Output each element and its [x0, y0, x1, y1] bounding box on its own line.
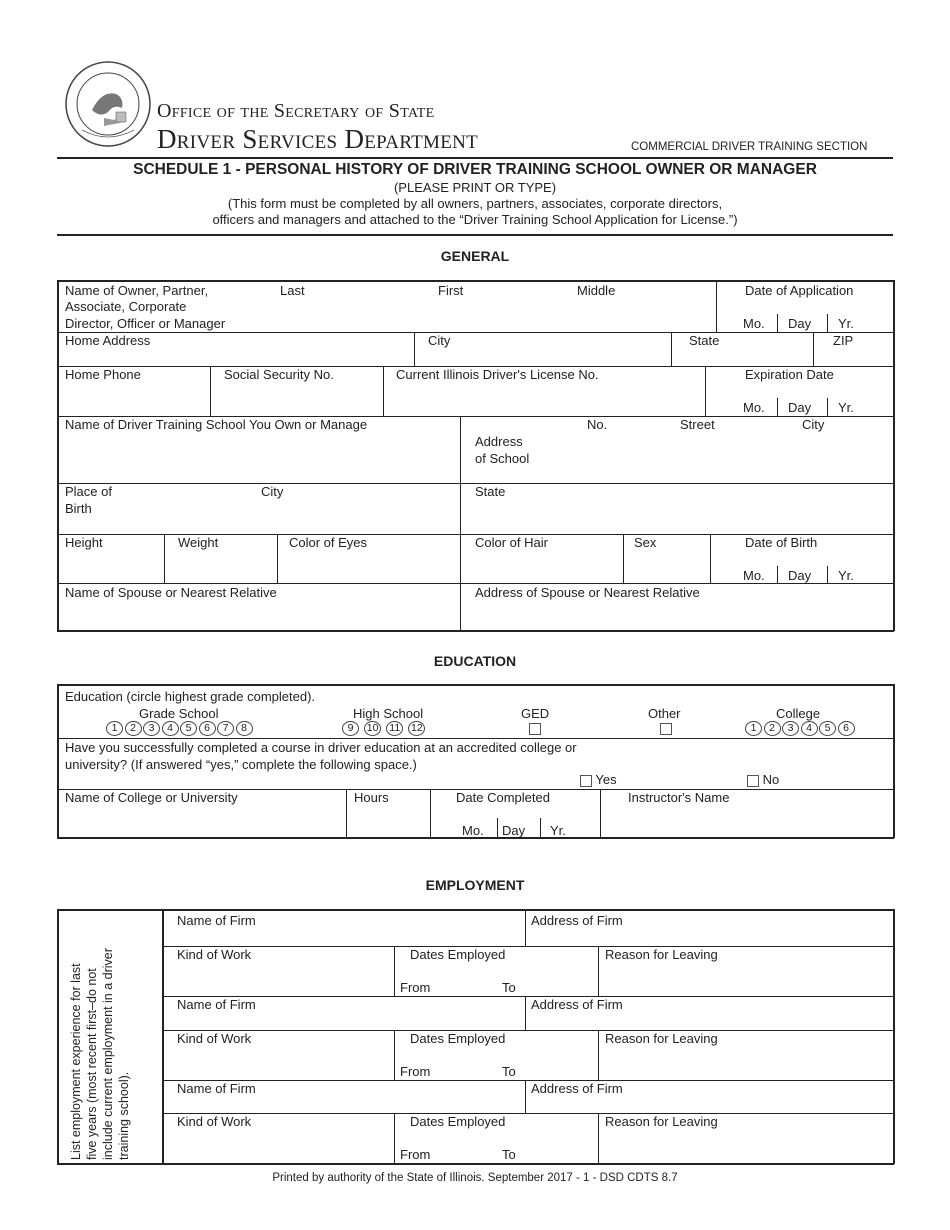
header-rule	[57, 157, 893, 159]
to-label: To	[502, 1064, 516, 1079]
license-number-label: Current Illinois Driver's License No.	[396, 367, 599, 382]
college-5-option[interactable]: 5	[819, 721, 836, 736]
school-city-label: City	[802, 417, 825, 432]
grade-school-label: Grade School	[139, 706, 219, 721]
driver-ed-question: Have you successfully completed a course in driver education at an accredited college or	[65, 740, 577, 755]
employment-heading: EMPLOYMENT	[425, 877, 525, 893]
date-completed-label: Date Completed	[456, 790, 550, 805]
home-city-label: City	[428, 333, 451, 348]
place-of-birth-label-2: Birth	[65, 501, 92, 516]
college-3-option[interactable]: 3	[782, 721, 799, 736]
to-label: To	[502, 1147, 516, 1162]
employment-side-note	[68, 910, 132, 1160]
department-title: Driver Services Department	[157, 124, 479, 154]
home-phone-label: Home Phone	[65, 367, 141, 382]
first-name-label: First	[438, 283, 464, 298]
side-note-line-1: List employment experience for last	[69, 963, 83, 1160]
college-label: College	[776, 706, 821, 721]
ged-label: GED	[521, 706, 550, 721]
firm-address-label: Address of Firm	[531, 1081, 623, 1096]
from-label: From	[400, 980, 431, 995]
from-label: From	[400, 1147, 431, 1162]
kind-of-work-label: Kind of Work	[177, 1031, 252, 1046]
middle-name-label: Middle	[577, 283, 616, 298]
dates-employed-label: Dates Employed	[410, 1031, 506, 1046]
grade-9-option[interactable]: 9	[342, 721, 359, 736]
ged-checkbox[interactable]	[529, 720, 541, 735]
school-name-label: Name of Driver Training School You Own or Manage	[65, 417, 368, 432]
owner-name-label-2: Associate, Corporate	[65, 299, 187, 314]
driver-ed-question-2: university? (If answered “yes,” complete the following space.)	[65, 757, 417, 772]
application-month-label: Mo.	[743, 316, 765, 331]
grade-10-option[interactable]: 10	[364, 721, 381, 736]
dates-employed-label: Dates Employed	[410, 1114, 506, 1129]
completed-day-label: Day	[502, 823, 526, 838]
firm-name-label: Name of Firm	[177, 997, 256, 1012]
weight-label: Weight	[178, 535, 219, 550]
home-zip-label: ZIP	[833, 333, 854, 348]
reason-for-leaving-label: Reason for Leaving	[605, 947, 718, 962]
instructor-name-label: Instructor's Name	[628, 790, 730, 805]
school-address-label: Address	[475, 434, 523, 449]
grade-5-option[interactable]: 5	[180, 721, 197, 736]
grade-2-option[interactable]: 2	[125, 721, 142, 736]
side-note-line-2: five years (most recent first–do not	[85, 968, 99, 1160]
form-title: SCHEDULE 1 - PERSONAL HISTORY OF DRIVER TRAINING SCHOOL OWNER OR MANAGER	[133, 161, 817, 178]
form-note-line-1: (This form must be completed by all owners, partners, associates, corporate directors,	[227, 196, 723, 211]
sex-label: Sex	[634, 535, 657, 550]
hours-label: Hours	[354, 790, 389, 805]
form-note-line-2: officers and managers and attached to the “Driver Training School Application for License.”)	[212, 212, 738, 227]
to-label: To	[502, 980, 516, 995]
yes-checkbox[interactable]	[580, 775, 592, 787]
state-seal-logo	[64, 60, 152, 148]
general-heading: GENERAL	[440, 248, 510, 264]
college-name-label: Name of College or University	[65, 790, 238, 805]
date-of-birth-label: Date of Birth	[745, 535, 818, 550]
grade-school-options[interactable]	[106, 720, 254, 736]
college-4-option[interactable]: 4	[801, 721, 818, 736]
birth-year-label: Yr.	[838, 568, 854, 583]
dates-employed-label: Dates Employed	[410, 947, 506, 962]
grade-3-option[interactable]: 3	[143, 721, 160, 736]
no-option[interactable]	[747, 772, 779, 787]
grade-8-option[interactable]: 8	[236, 721, 253, 736]
spouse-address-label: Address of Spouse or Nearest Relative	[475, 585, 700, 600]
firm-name-label: Name of Firm	[177, 1081, 256, 1096]
office-title: Office of the Secretary of State	[157, 100, 435, 122]
grade-1-option[interactable]: 1	[106, 721, 123, 736]
grade-11-option[interactable]: 11	[386, 721, 403, 736]
grade-12-option[interactable]: 12	[408, 721, 425, 736]
grade-4-option[interactable]: 4	[162, 721, 179, 736]
ssn-label: Social Security No.	[224, 367, 334, 382]
high-school-label: High School	[353, 706, 424, 721]
footer-note: Printed by authority of the State of Illinois. September 2017 - 1 - DSD CDTS 8.7	[272, 1172, 678, 1184]
from-label: From	[400, 1064, 431, 1079]
hair-color-label: Color of Hair	[475, 535, 548, 550]
school-street-label: Street	[680, 417, 715, 432]
birth-day-label: Day	[788, 568, 812, 583]
high-school-options[interactable]	[342, 720, 427, 736]
eye-color-label: Color of Eyes	[289, 535, 368, 550]
school-address-label-2: of School	[475, 451, 530, 466]
firm-address-label: Address of Firm	[531, 997, 623, 1012]
college-options[interactable]	[745, 720, 856, 736]
no-checkbox[interactable]	[747, 775, 759, 787]
school-number-label: No.	[587, 417, 608, 432]
firm-address-label: Address of Firm	[531, 913, 623, 928]
education-heading: EDUCATION	[433, 653, 517, 669]
reason-for-leaving-label: Reason for Leaving	[605, 1031, 718, 1046]
side-note-line-4: training school).	[117, 1071, 131, 1160]
birth-state-label: State	[475, 484, 506, 499]
last-name-label: Last	[280, 283, 305, 298]
application-day-label: Day	[788, 316, 812, 331]
expiration-month-label: Mo.	[743, 400, 765, 415]
expiration-date-label: Expiration Date	[745, 367, 834, 382]
form-subtitle: (PLEASE PRINT OR TYPE)	[393, 180, 557, 195]
birth-month-label: Mo.	[743, 568, 765, 583]
grade-6-option[interactable]: 6	[199, 721, 216, 736]
spouse-name-label: Name of Spouse or Nearest Relative	[65, 585, 277, 600]
expiration-year-label: Yr.	[838, 400, 854, 415]
other-label: Other	[648, 706, 681, 721]
place-of-birth-label: Place of	[65, 484, 112, 499]
height-label: Height	[65, 535, 103, 550]
title-rule	[57, 234, 893, 236]
home-state-label: State	[689, 333, 720, 348]
date-of-application-label: Date of Application	[745, 283, 854, 298]
yes-option[interactable]	[580, 772, 617, 787]
completed-month-label: Mo.	[462, 823, 484, 838]
grade-7-option[interactable]: 7	[217, 721, 234, 736]
owner-name-label: Name of Owner, Partner,	[65, 283, 209, 298]
birth-city-label: City	[261, 484, 284, 499]
no-label: No	[762, 772, 780, 787]
college-1-option[interactable]: 1	[745, 721, 762, 736]
college-6-option[interactable]: 6	[838, 721, 855, 736]
kind-of-work-label: Kind of Work	[177, 947, 252, 962]
section-label: COMMERCIAL DRIVER TRAINING SECTION	[631, 141, 868, 153]
home-address-label: Home Address	[65, 333, 151, 348]
application-year-label: Yr.	[838, 316, 854, 331]
other-checkbox[interactable]	[660, 720, 672, 735]
reason-for-leaving-label: Reason for Leaving	[605, 1114, 718, 1129]
education-instruction: Education (circle highest grade completed).	[65, 689, 316, 704]
firm-name-label: Name of Firm	[177, 913, 256, 928]
owner-name-label-3: Director, Officer or Manager	[65, 316, 226, 331]
expiration-day-label: Day	[788, 400, 812, 415]
side-note-line-3: include current employment in a driver	[101, 948, 115, 1160]
yes-label: Yes	[595, 772, 617, 787]
kind-of-work-label: Kind of Work	[177, 1114, 252, 1129]
completed-year-label: Yr.	[550, 823, 566, 838]
college-2-option[interactable]: 2	[764, 721, 781, 736]
